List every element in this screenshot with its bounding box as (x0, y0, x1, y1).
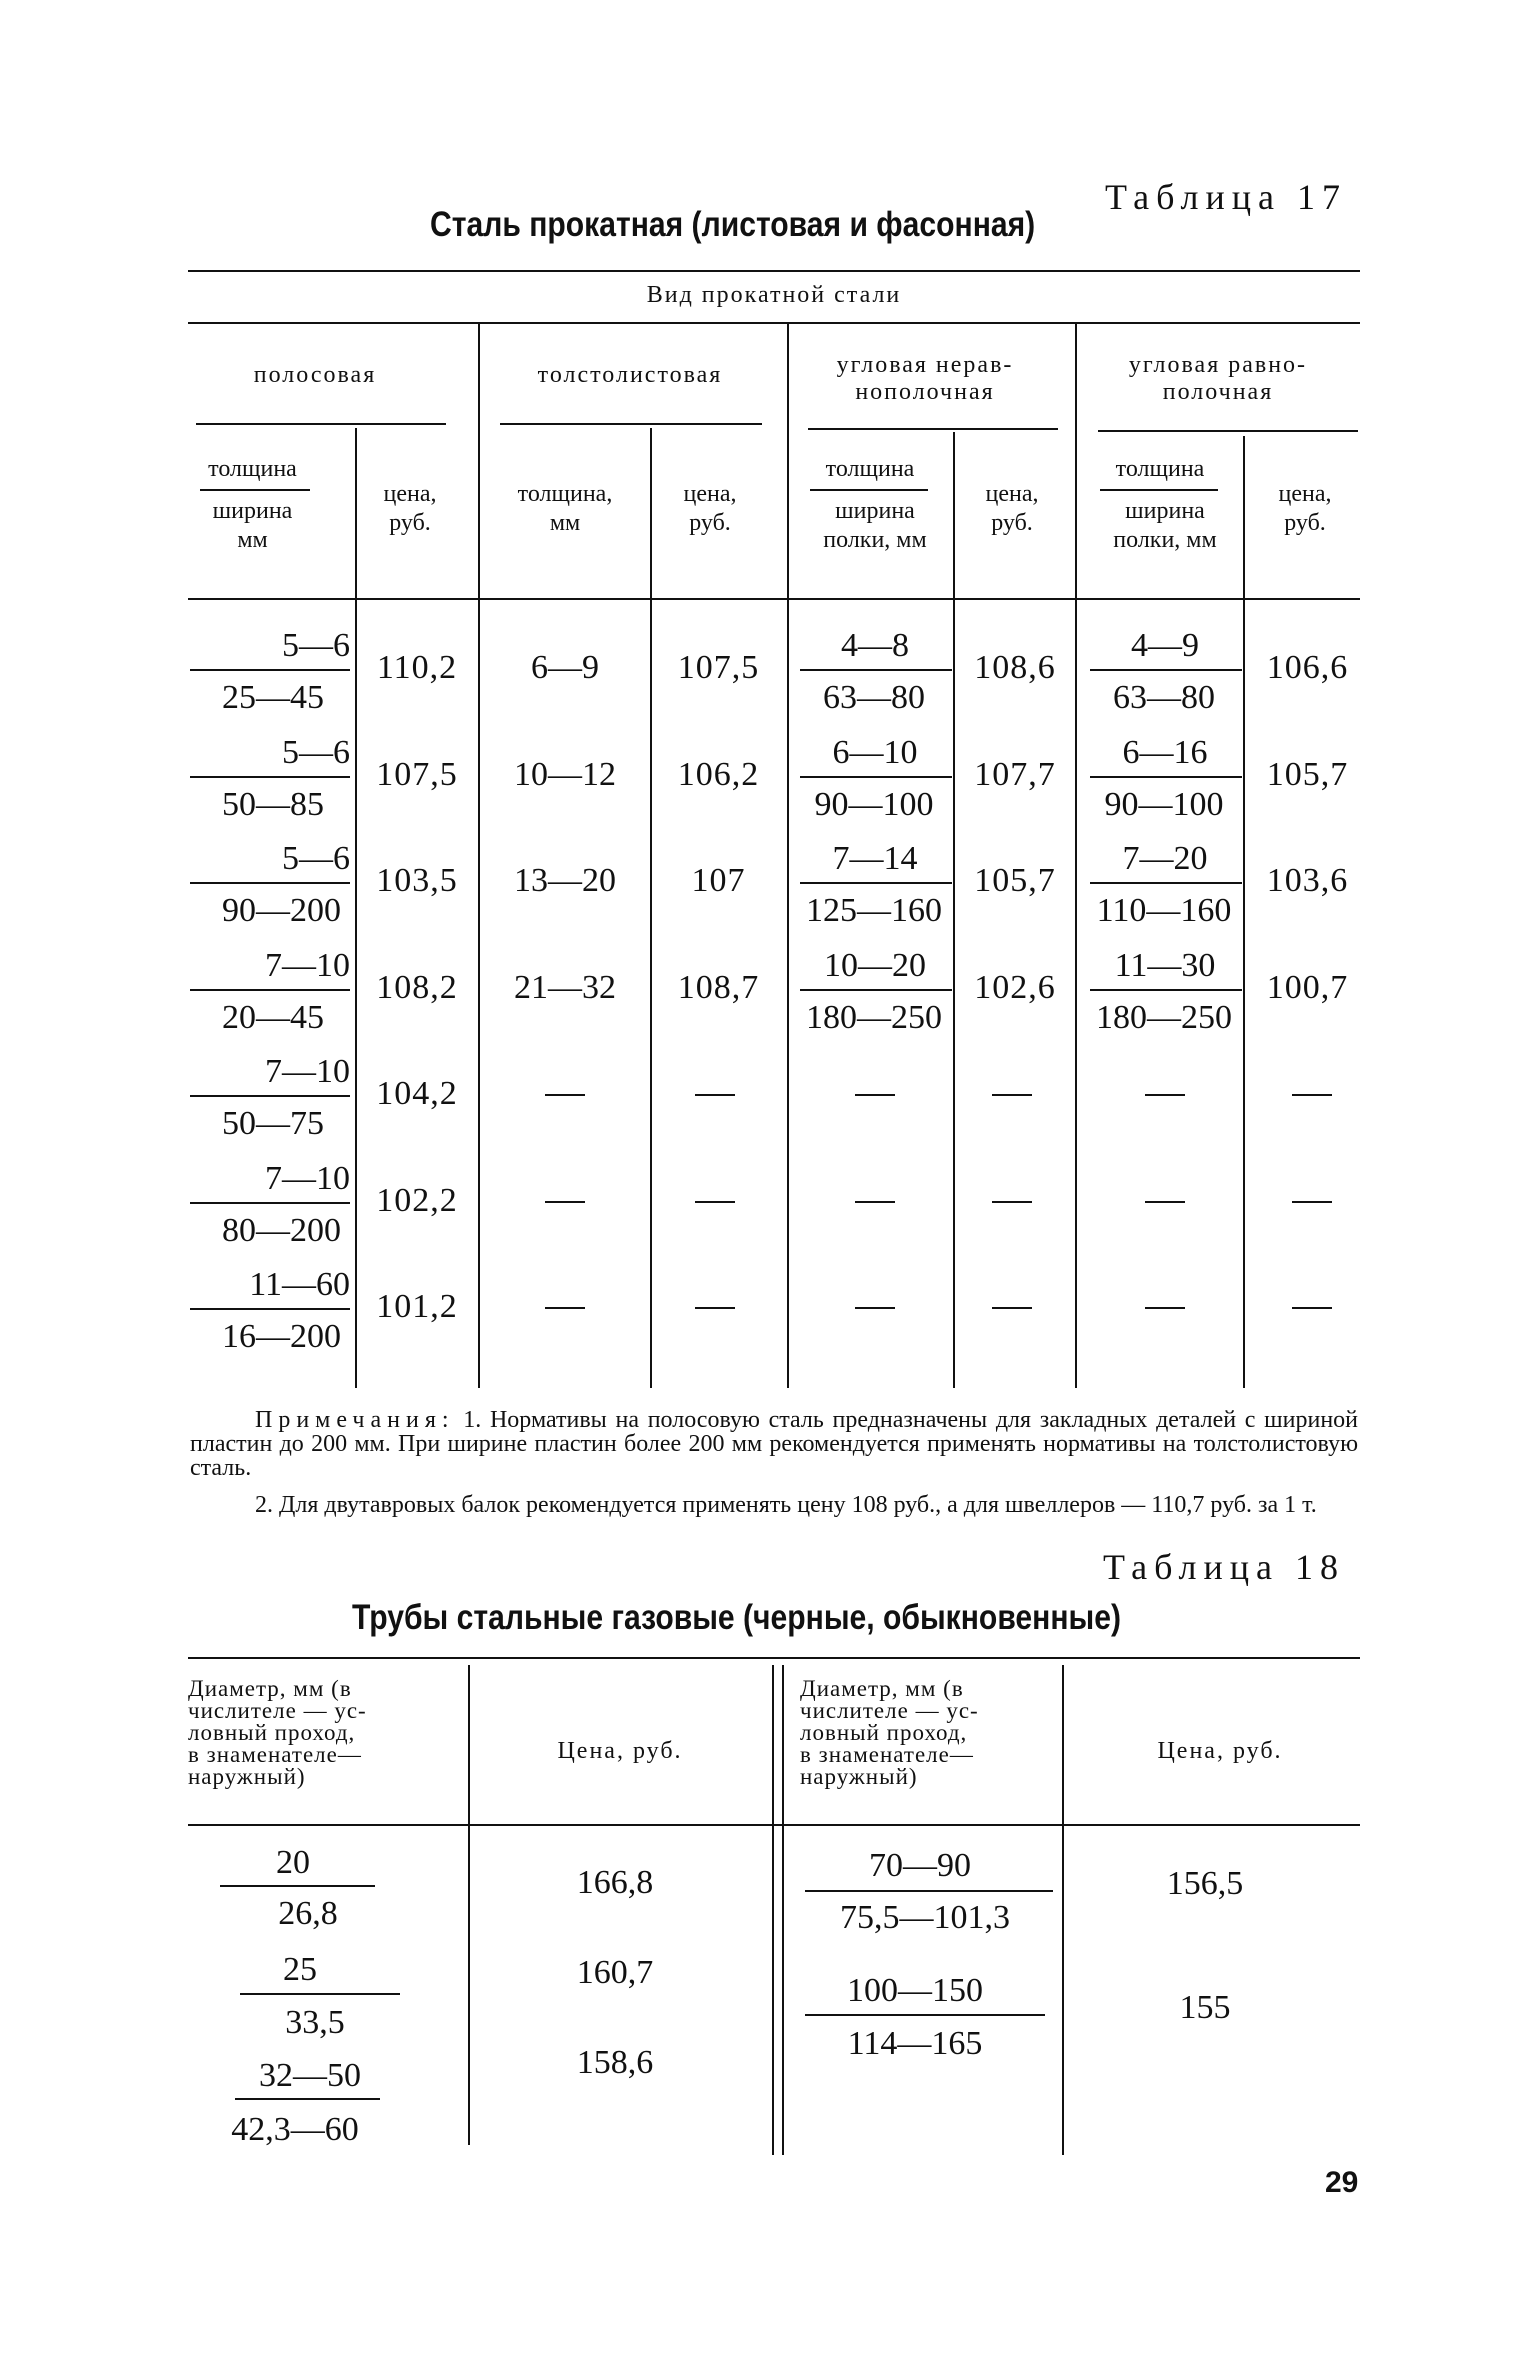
tolst-thick-dash-6 (545, 1201, 585, 1203)
kind-header-rule (188, 322, 1360, 324)
table17-top-rule (188, 270, 1360, 272)
polos-price-3: 103,5 (376, 862, 458, 899)
notes-prefix: Примечания: (255, 1407, 455, 1433)
t18-vline-2a (772, 1665, 774, 2155)
nerav-num-1: 4—8 (841, 627, 909, 664)
nerav-price-3: 105,7 (974, 862, 1056, 899)
sub-tolst-thick: толщина, мм (517, 481, 613, 536)
sub-nerav-frac (810, 489, 928, 491)
nerav-price-dash-7 (992, 1307, 1032, 1309)
ravno-num-1: 4—9 (1131, 627, 1199, 664)
polos-den-6: 80—200 (222, 1211, 341, 1249)
polos-num-1: 5—6 (282, 627, 350, 664)
ravno-num-3: 7—20 (1122, 840, 1208, 877)
ravno-price-dash-5 (1292, 1094, 1332, 1096)
table17-title: Сталь прокатная (листовая и фасонная) (430, 205, 1036, 244)
tolst-price-2: 106,2 (677, 755, 760, 793)
group-ravno: угловая равно- полочная (1128, 352, 1308, 405)
ravno-price-dash-7 (1292, 1307, 1332, 1309)
ravno-frac-4 (1090, 989, 1242, 991)
table18-header-rule (188, 1824, 1360, 1826)
group-nerav: угловая нерав- нополочная (836, 352, 1014, 405)
polos-num-7: 11—60 (249, 1266, 350, 1303)
t18-left-frac-1 (220, 1885, 375, 1887)
polos-den-7: 16—200 (222, 1318, 341, 1355)
t18-left-den-3: 42,3—60 (231, 2111, 359, 2148)
nerav-frac-3 (800, 882, 952, 884)
sub-nerav-thick: толщина (825, 456, 915, 482)
table18-top-rule (188, 1657, 1360, 1659)
polos-num-2: 5—6 (282, 733, 350, 771)
t18-left-den-2: 33,5 (285, 2004, 345, 2041)
t18-right-price-1: 156,5 (1166, 1865, 1244, 1902)
ravno-dash-6 (1145, 1201, 1185, 1203)
header-bottom-rule (188, 598, 1360, 600)
nerav-frac-1 (800, 669, 952, 671)
sub-ravno-frac (1100, 489, 1218, 491)
polos-price-2: 107,5 (376, 755, 458, 793)
t18-right-price-2: 155 (1179, 1989, 1231, 2026)
nerav-price-dash-5 (992, 1094, 1032, 1096)
t18-right-den-2: 114—165 (847, 2025, 983, 2062)
tolst-thick-3: 13—20 (514, 862, 616, 899)
t18-vline-1 (468, 1665, 470, 2145)
vline-3 (650, 428, 652, 1388)
ravno-price-4: 100,7 (1266, 968, 1349, 1006)
tolst-thick-dash-5 (545, 1094, 585, 1096)
ravno-price-3: 103,6 (1266, 862, 1349, 899)
polos-num-3: 5—6 (282, 840, 350, 877)
tolst-thick-4: 21—32 (514, 968, 616, 1006)
t18-left-price-1: 166,8 (576, 1864, 654, 1901)
polos-price-6: 102,2 (376, 1181, 458, 1219)
ravno-dash-5 (1145, 1094, 1185, 1096)
nerav-num-4: 10—20 (824, 946, 926, 984)
table18-title: Трубы стальные газовые (черные, обыкновенные) (352, 1598, 1122, 1637)
vline-4 (787, 322, 789, 1388)
nerav-num-3: 7—14 (832, 840, 918, 877)
table18-label: Таблица 18 (1103, 1547, 1345, 1587)
vline-5 (953, 432, 955, 1388)
page-number: 29 (1325, 2166, 1359, 2199)
tolst-thick-1: 6—9 (531, 649, 599, 686)
t18-left-num-2: 25 (283, 1951, 317, 1988)
ravno-num-2: 6—16 (1122, 733, 1208, 771)
ravno-frac-1 (1090, 669, 1242, 671)
group-rule-3 (808, 428, 1058, 430)
tolst-price-4: 108,7 (677, 968, 760, 1006)
nerav-den-4: 180—250 (806, 998, 942, 1036)
ravno-den-2: 90—100 (1104, 785, 1224, 823)
sub-ravno-thick: толщина (1115, 456, 1205, 482)
nerav-price-dash-6 (992, 1201, 1032, 1203)
polos-den-4: 20—45 (222, 998, 324, 1036)
vline-6 (1075, 322, 1077, 1388)
sub-polos-thick: толщина (208, 456, 297, 482)
t18-right-frac-1 (805, 1890, 1053, 1892)
t18-left-price-3: 158,6 (576, 2044, 654, 2081)
ravno-dash-7 (1145, 1307, 1185, 1309)
t18-left-den-1: 26,8 (278, 1895, 338, 1932)
nerav-dash-7 (855, 1307, 895, 1309)
t18-right-frac-2 (805, 2014, 1045, 2016)
nerav-den-1: 63—80 (823, 679, 925, 716)
ravno-den-1: 63—80 (1113, 679, 1215, 716)
polos-den-2: 50—85 (222, 785, 324, 823)
t18-left-num-1: 20 (276, 1844, 310, 1881)
table17-label: Таблица 17 (1105, 177, 1347, 217)
group-tolst: толстолистовая (537, 362, 723, 388)
nerav-frac-4 (800, 989, 952, 991)
tolst-thick-2: 10—12 (514, 755, 616, 793)
group-rule-1 (196, 423, 446, 425)
t18-left-frac-3 (235, 2098, 380, 2100)
polos-frac-4 (190, 989, 350, 991)
polos-den-3: 90—200 (222, 892, 341, 929)
t18-diam-header-right: Диаметр, мм (в числителе — ус- ловный проход, в знаменателе— наружный) (800, 1676, 979, 1789)
note-1-text: 1. Нормативы на полосовую сталь предназначены для закладных деталей с шириной пластин до 200 мм. При ширине пластин более 200 мм рекомендуется применять нормативы на толстолистовую сталь. (190, 1407, 1359, 1481)
ravno-num-4: 11—30 (1114, 946, 1216, 984)
tolst-price-1: 107,5 (677, 649, 760, 686)
t18-right-num-1: 70—90 (869, 1847, 971, 1884)
t18-price-header-right: Цена, руб. (1157, 1738, 1283, 1764)
polos-frac-2 (190, 776, 350, 778)
nerav-price-1: 108,6 (974, 649, 1056, 686)
ravno-price-1: 106,6 (1266, 649, 1349, 686)
t18-diam-header-left: Диаметр, мм (в числителе — ус- ловный проход, в знаменателе— наружный) (188, 1676, 367, 1789)
ravno-den-4: 180—250 (1096, 998, 1232, 1036)
vline-7 (1243, 436, 1245, 1388)
t18-right-num-2: 100—150 (847, 1972, 983, 2009)
polos-num-5: 7—10 (265, 1053, 350, 1090)
group-rule-2 (500, 423, 762, 425)
tolst-price-dash-7 (695, 1307, 735, 1309)
ravno-price-2: 105,7 (1266, 755, 1349, 793)
group-rule-4 (1098, 430, 1358, 432)
t18-vline-2b (782, 1665, 784, 2155)
polos-num-6: 7—10 (265, 1159, 350, 1197)
sub-polos-price: цена, руб. (383, 481, 437, 536)
sub-polos-frac (200, 489, 310, 491)
note-1 (190, 1408, 1358, 1480)
t18-vline-3 (1062, 1665, 1064, 2155)
nerav-dash-5 (855, 1094, 895, 1096)
sub-nerav-flange: ширина полки, мм (823, 498, 927, 553)
nerav-dash-6 (855, 1201, 895, 1203)
ravno-frac-3 (1090, 882, 1242, 884)
tolst-thick-dash-7 (545, 1307, 585, 1309)
polos-price-7: 101,2 (376, 1288, 458, 1325)
sub-nerav-price: цена, руб. (985, 481, 1039, 536)
ravno-frac-2 (1090, 776, 1242, 778)
nerav-frac-2 (800, 776, 952, 778)
t18-price-header-left: Цена, руб. (557, 1738, 683, 1764)
ravno-price-dash-6 (1292, 1201, 1332, 1203)
polos-frac-5 (190, 1095, 350, 1097)
kind-header: Вид прокатной стали (646, 282, 902, 308)
polos-num-4: 7—10 (265, 946, 350, 984)
t18-right-den-1: 75,5—101,3 (840, 1899, 1010, 1936)
ravno-den-3: 110—160 (1096, 892, 1232, 929)
nerav-den-3: 125—160 (806, 892, 942, 929)
tolst-price-3: 107 (691, 862, 746, 899)
sub-polos-width: ширина мм (212, 498, 293, 553)
group-polos: полосовая (253, 362, 377, 388)
polos-frac-3 (190, 882, 350, 884)
polos-frac-7 (190, 1308, 350, 1310)
sub-ravno-price: цена, руб. (1278, 481, 1332, 536)
nerav-price-2: 107,7 (974, 755, 1056, 793)
polos-price-1: 110,2 (376, 649, 458, 686)
t18-left-num-3: 32—50 (259, 2057, 361, 2094)
t18-left-price-2: 160,7 (576, 1954, 654, 1991)
vline-2 (478, 322, 480, 1388)
tolst-price-dash-5 (695, 1094, 735, 1096)
polos-price-4: 108,2 (376, 968, 458, 1006)
nerav-den-2: 90—100 (814, 785, 934, 823)
t18-left-frac-2 (240, 1993, 400, 1995)
nerav-price-4: 102,6 (974, 968, 1056, 1006)
tolst-price-dash-6 (695, 1201, 735, 1203)
vline-1 (355, 428, 357, 1388)
polos-frac-6 (190, 1202, 350, 1204)
polos-den-5: 50—75 (222, 1105, 324, 1142)
sub-ravno-flange: ширина полки, мм (1113, 498, 1217, 553)
nerav-num-2: 6—10 (832, 733, 918, 771)
sub-tolst-price: цена, руб. (683, 481, 737, 536)
note-2: 2. Для двутавровых балок рекомендуется применять цену 108 руб., а для швеллеров — 110,7 руб. за 1 т. (255, 1492, 1317, 1518)
polos-den-1: 25—45 (222, 679, 324, 716)
polos-price-5: 104,2 (376, 1075, 458, 1112)
polos-frac-1 (190, 669, 350, 671)
